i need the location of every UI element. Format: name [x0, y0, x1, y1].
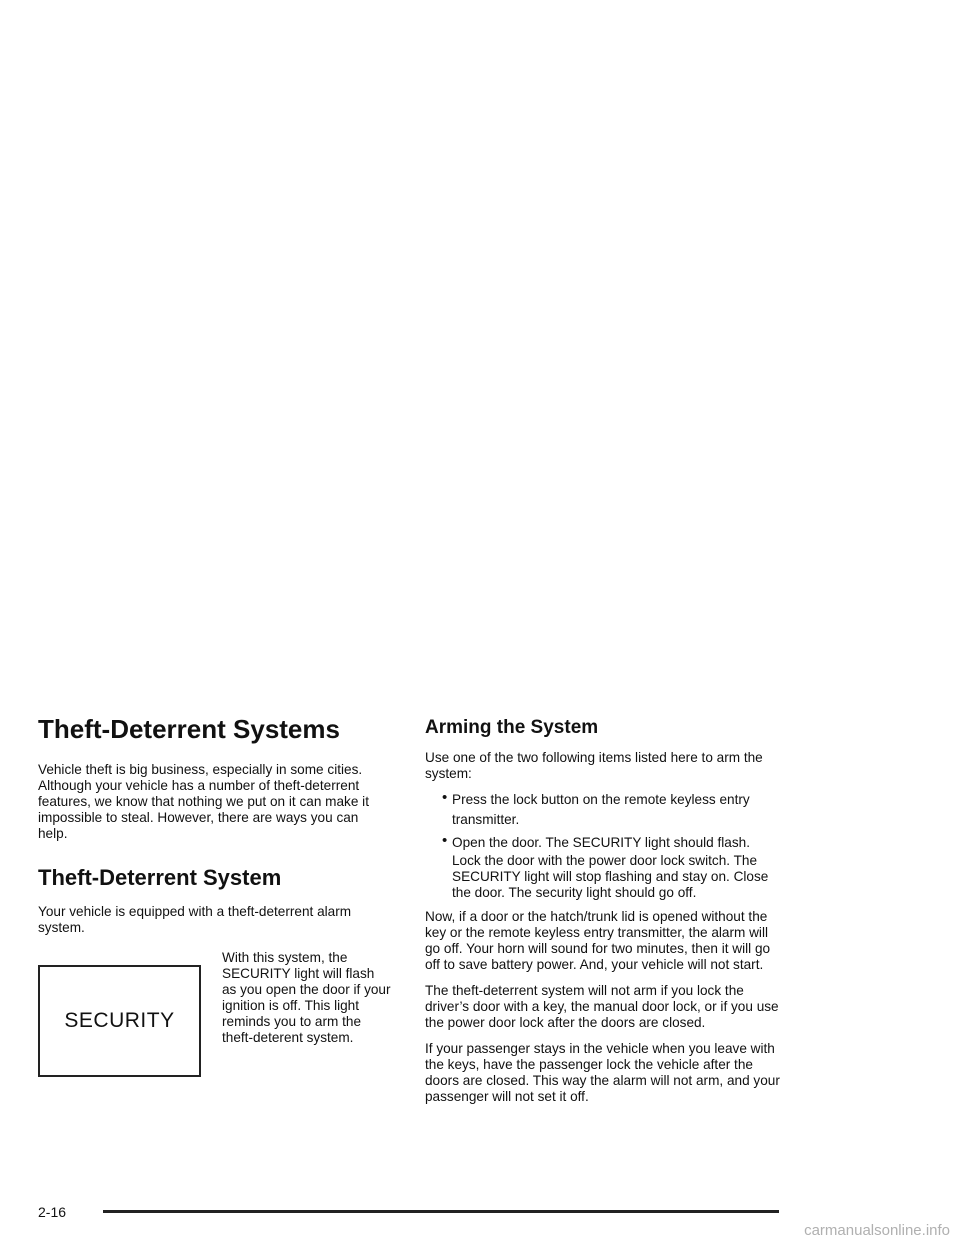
security-indicator-image [38, 965, 201, 1077]
watermark: carmanualsonline.info [804, 1222, 950, 1239]
list-item-first-line: Press the lock button on the remote keyless entry [452, 792, 750, 807]
list-item-rest: transmitter. [452, 812, 520, 827]
list-item [425, 832, 785, 901]
page-title: Theft-Deterrent Systems [38, 714, 340, 744]
list-item [425, 789, 785, 828]
page-number: 2-16 [38, 1204, 67, 1220]
bullet-icon: • [442, 789, 448, 806]
alarm-paragraph: Now, if a door or the hatch/trunk lid is opened without the key or the remote keyless entry transmitter, the alarm will go off. Your horn will sound for two minutes, then it will go off to save battery power. And, your vehicle will not start. [425, 909, 771, 972]
list-item-rest: Lock the door with the power door lock switch. The SECURITY light will stop flashing and stay on. Close the door. The security light should go off. [452, 853, 769, 900]
arming-intro: Use one of the two following items listed here to arm the system: [425, 750, 763, 781]
list-item-first-line: Open the door. The SECURITY light should flash. [452, 835, 750, 850]
section-heading: Theft-Deterrent System [38, 865, 282, 890]
section-intro-paragraph: Your vehicle is equipped with a theft-deterrent alarm system. [38, 904, 352, 935]
intro-paragraph: Vehicle theft is big business, especially in some cities. Although your vehicle has a number of theft-deterrent features, we know that nothing we put on it can make it impossible to steal. However, there are ways you can help. [38, 762, 369, 841]
passenger-paragraph: If your passenger stays in the vehicle when you leave with the keys, have the passenger lock the vehicle after the doors are closed. This way the alarm will not arm, and your passenger will not set it off. [425, 1041, 780, 1104]
no-arm-paragraph: The theft-deterrent system will not arm if you lock the driver’s door with a key, the manual door lock, or if you use the power door lock after the doors are closed. [425, 983, 779, 1030]
arming-steps-list [425, 789, 785, 901]
arming-heading: Arming the System [425, 717, 599, 738]
right-column [425, 716, 785, 1105]
security-indicator-label: SECURITY [64, 1009, 175, 1032]
bullet-icon: • [442, 832, 448, 849]
security-figure-row [38, 950, 390, 1080]
footer-divider [103, 1210, 779, 1213]
left-column [38, 712, 390, 1080]
security-figure-text: With this system, the SECURITY light will flash as you open the door if your ignition is off. This light reminds you to arm the theft-deterent system. [222, 950, 391, 1045]
